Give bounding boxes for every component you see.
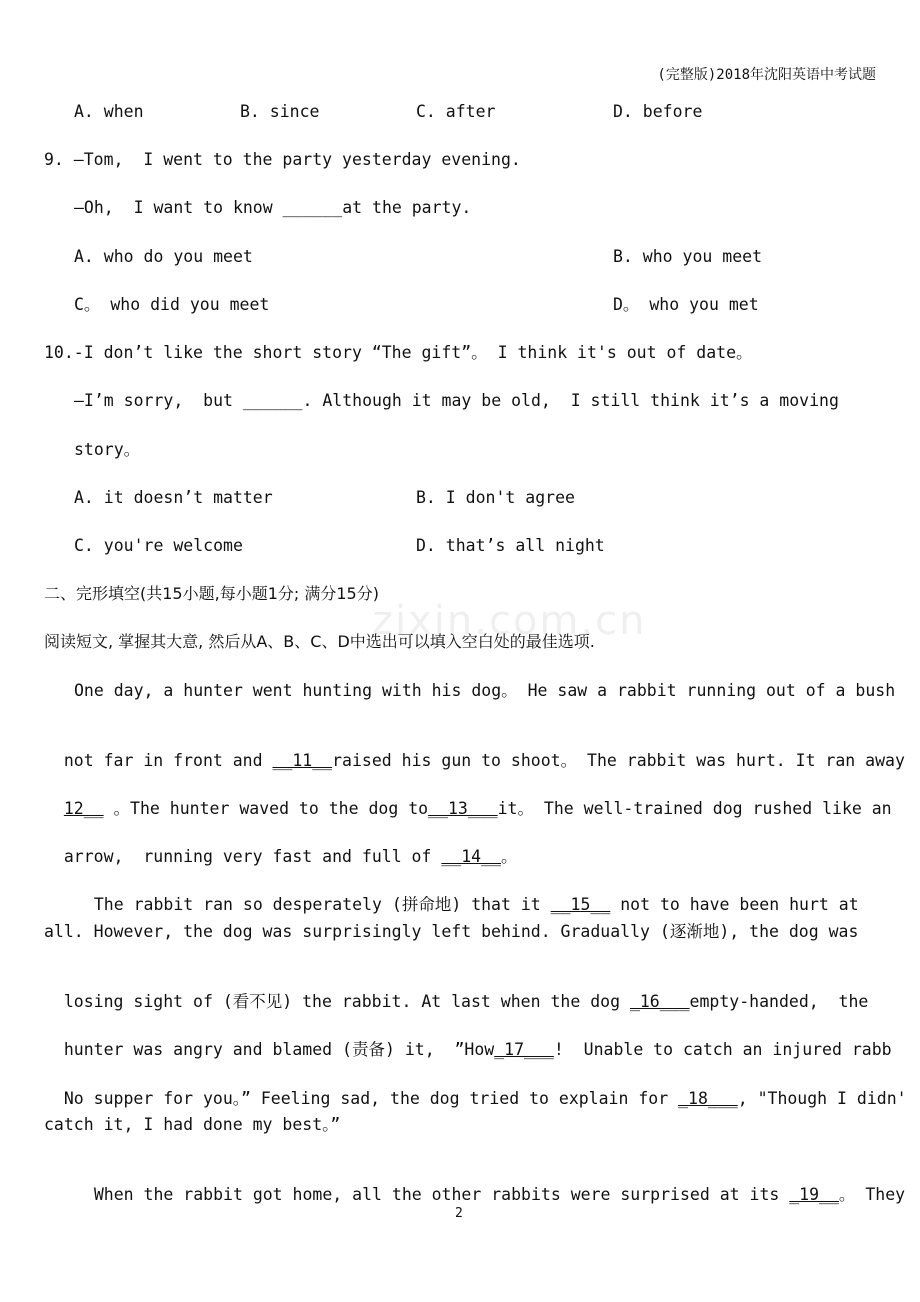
q10-option-b: B. I don't agree <box>416 488 575 507</box>
passage-line: One day, a hunter went hunting with his dog。 He saw a rabbit running out of a bush <box>74 681 896 700</box>
watermark: zixin.com.cn <box>372 598 647 644</box>
q10-option-c: C. you're welcome <box>74 536 243 555</box>
passage-text: 。 They <box>838 1185 906 1204</box>
q9-reply: —Oh, I want to know ______at the party. <box>74 198 472 217</box>
blank-12: 12__ <box>63 799 104 818</box>
passage-line <box>44 776 892 820</box>
passage-text: , "Though I didn' <box>737 1089 907 1108</box>
blank-16: _16___ <box>629 992 690 1011</box>
blank-13: __13___ <box>428 799 498 818</box>
q8-option-d: D. before <box>613 102 703 121</box>
blank-17: _17___ <box>494 1040 554 1059</box>
passage-line: all. However, the dog was surprisingly left behind. Gradually (逐渐地), the dog was <box>44 922 859 941</box>
passage-text: hunter was angry and blamed (责备) it, ”How <box>63 1040 495 1059</box>
passage-text: empty-handed, the <box>689 992 869 1011</box>
passage-line: catch it, I had done my best。” <box>44 1115 341 1134</box>
passage-text: 。The hunter waved to the dog to <box>103 799 429 818</box>
passage-line <box>44 728 905 772</box>
passage-line <box>74 872 859 916</box>
passage-text: not far in front and <box>63 751 273 770</box>
page-number: 2 <box>455 1206 463 1221</box>
q10-option-d: D. that’s all night <box>416 536 605 555</box>
section-instruction: 阅读短文, 掌握其大意, 然后从A、B、C、D中选出可以填入空白处的最佳选项. <box>44 632 595 651</box>
passage-text: The rabbit ran so desperately (拼命地) that it <box>93 895 551 914</box>
passage-text: arrow, running very fast and full of <box>63 847 442 866</box>
q9-option-c: C。 who did you meet <box>74 295 270 314</box>
blank-15: __15__ <box>550 895 611 914</box>
page-header: (完整版)2018年沈阳英语中考试题 <box>657 67 876 83</box>
passage-line <box>44 1017 920 1061</box>
passage-text: 。 <box>500 847 518 866</box>
passage-line <box>74 1162 905 1206</box>
passage-text: raised his gun to shoot。 The rabbit was hurt. It ran away <box>332 751 905 770</box>
q10-reply: —I’m sorry, but ______. Although it may be old, I still think it’s a moving <box>74 391 839 410</box>
q8-option-b: B. since <box>240 102 320 121</box>
passage-line <box>44 1066 920 1110</box>
q9-option-b: B. who you meet <box>613 247 763 266</box>
passage-text: not to have been hurt at <box>610 895 859 914</box>
q9-stem: 9. —Tom, I went to the party yesterday evening. <box>44 150 521 169</box>
q10-reply-cont: story。 <box>74 440 141 459</box>
q8-option-c: C. after <box>416 102 496 121</box>
passage-line <box>44 969 868 1013</box>
section-title: 二、完形填空(共15小题,每小题1分; 满分15分) <box>44 584 379 603</box>
q10-option-a: A. it doesn’t matter <box>74 488 273 507</box>
passage-text: When the rabbit got home, all the other rabbits were surprised at its <box>93 1185 790 1204</box>
blank-14: __14__ <box>441 847 501 866</box>
passage-text: losing sight of (看不见) the rabbit. At last when the dog <box>63 992 630 1011</box>
blank-11: __11__ <box>272 751 333 770</box>
blank-18: _18___ <box>678 1089 738 1108</box>
passage-text: ! Unable to catch an injured rabb <box>553 1040 892 1059</box>
passage-line <box>44 824 517 868</box>
blank-19: _19__ <box>789 1185 839 1204</box>
q9-option-a: A. who do you meet <box>74 247 253 266</box>
passage-text: No supper for you。” Feeling sad, the dog tried to explain for <box>63 1089 679 1108</box>
q10-stem: 10.-I don’t like the short story “The gift”。 I think it's out of date。 <box>44 343 753 362</box>
q9-option-d: D。 who you met <box>613 295 759 314</box>
passage-text: it。 The well-trained dog rushed like an <box>497 799 892 818</box>
q8-option-a: A. when <box>74 102 144 121</box>
